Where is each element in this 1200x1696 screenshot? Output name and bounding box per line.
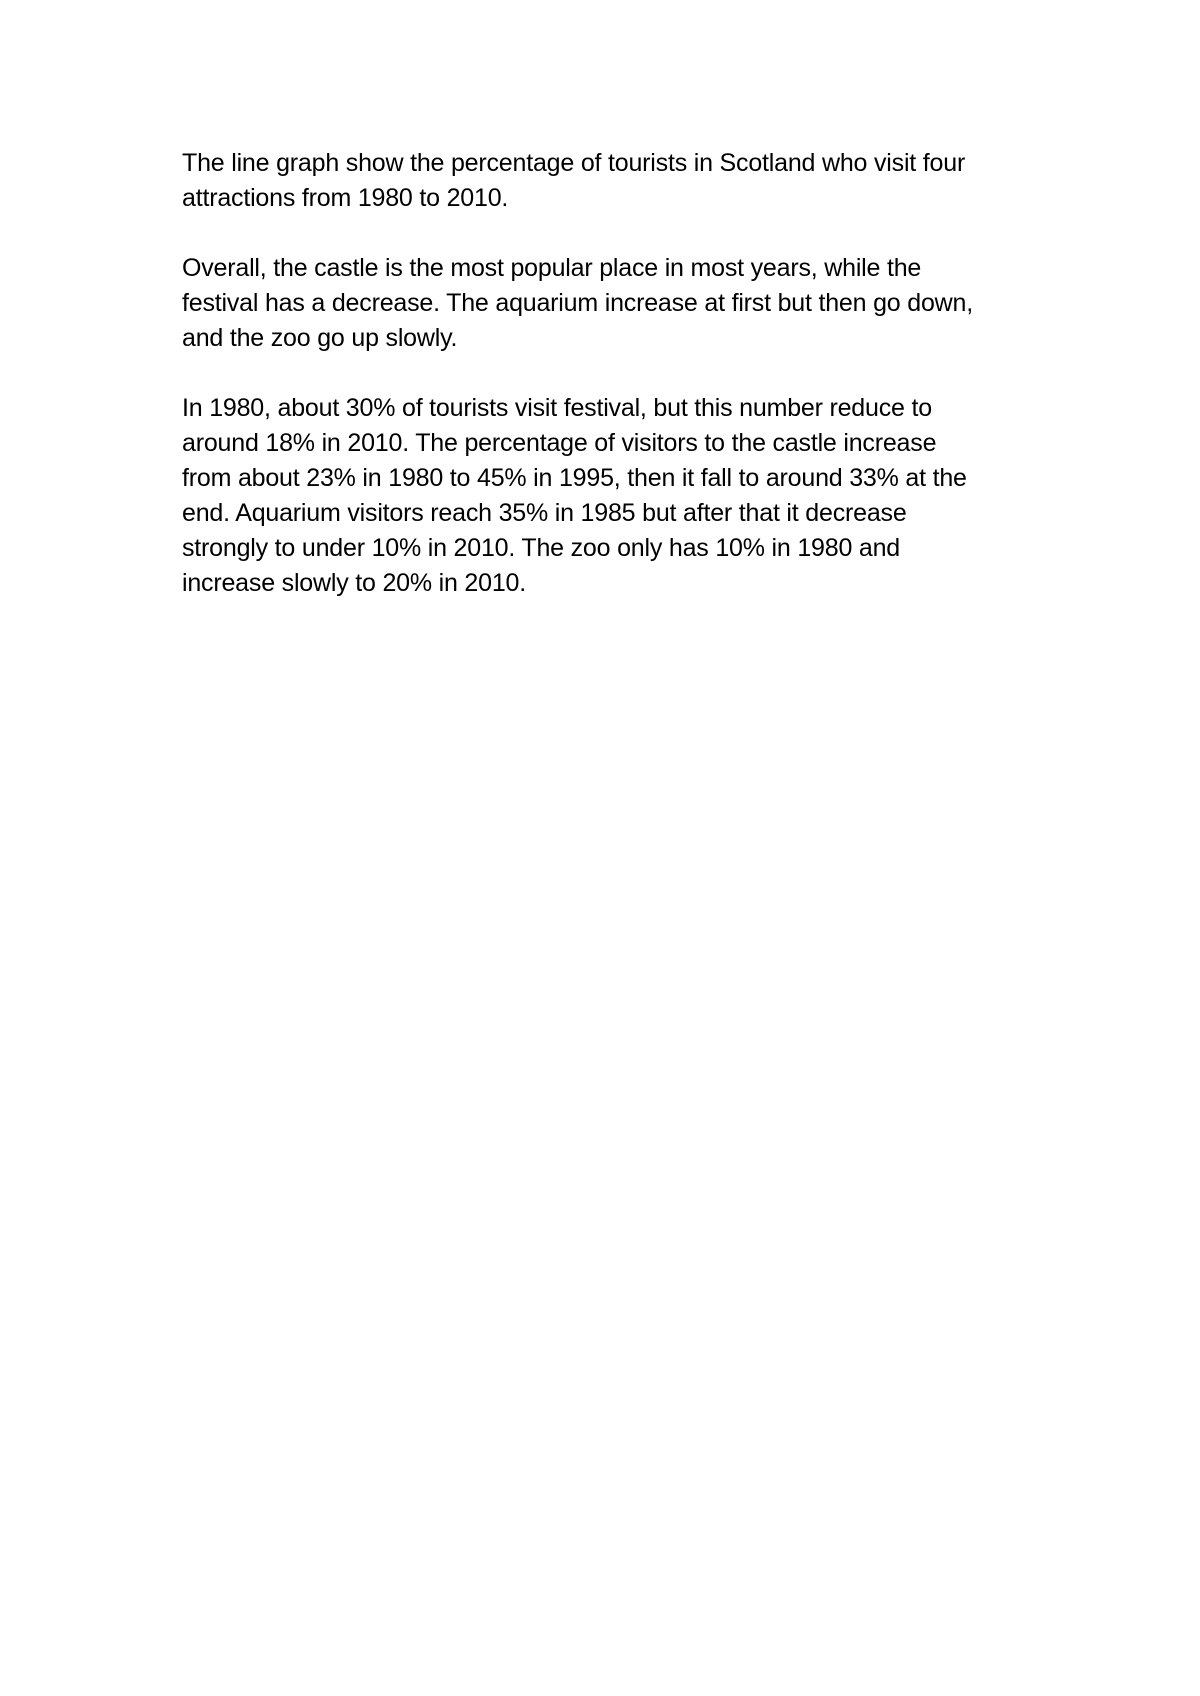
text-line: increase slowly to 20% in 2010. — [182, 569, 526, 597]
document-body — [182, 146, 1030, 636]
details-paragraph — [182, 391, 1030, 601]
text-line: In 1980, about 30% of tourists visit festival, but this number reduce to — [182, 394, 932, 422]
text-line: around 18% in 2010. The percentage of visitors to the castle increase — [182, 429, 937, 457]
text-line: strongly to under 10% in 2010. The zoo only has 10% in 1980 and — [182, 534, 901, 562]
text-line: attractions from 1980 to 2010. — [182, 184, 509, 212]
text-line: The line graph show the percentage of tourists in Scotland who visit four — [182, 149, 966, 177]
introduction-paragraph — [182, 146, 1030, 216]
text-line: festival has a decrease. The aquarium increase at first but then go down, — [182, 289, 973, 317]
text-line: Overall, the castle is the most popular place in most years, while the — [182, 254, 922, 282]
text-line: and the zoo go up slowly. — [182, 324, 458, 352]
overview-paragraph — [182, 251, 1030, 356]
text-line: from about 23% in 1980 to 45% in 1995, then it fall to around 33% at the — [182, 464, 967, 492]
text-line: end. Aquarium visitors reach 35% in 1985 but after that it decrease — [182, 499, 907, 527]
